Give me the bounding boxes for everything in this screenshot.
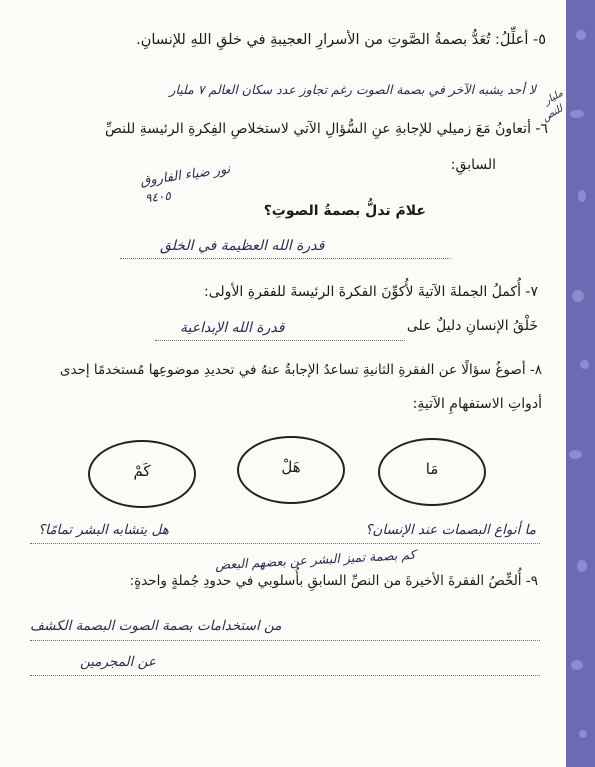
q6-answer-line [120, 258, 450, 259]
option-ma [378, 438, 486, 506]
student-id: ٩٤٠٥ [144, 188, 172, 206]
q8-answer-line2: كم بصمة تميز البشر عن بعضهم البعض [214, 546, 416, 573]
q5-answer: لا أحد يشبه الآخر في بصمة الصوت رغم تجاوز عدد سكان العالم ٧ مليار [169, 82, 536, 97]
q6-label-line1: ٦- أتعاونُ مَعَ زميلي للإجابةِ عنِ السُّؤالِ الآتي لاستخلاصِ الفِكرةِ الرئيسةِ للنصِّ [104, 121, 548, 137]
q5-answer-margin: مليار [542, 87, 566, 108]
q8-label-line1: ٨- أصوغُ سؤالًا عن الفقرةِ الثانيةِ تساعدُ الإجابةُ عنهُ في تحديدِ موضوعِها مُستخدمًا إحدى [59, 362, 542, 378]
q8-label-line2: أدواتِ الاستفهامِ الآتيةِ: [412, 396, 542, 412]
option-hal [237, 436, 345, 504]
student-name: نور ضياء الفاروق [139, 161, 232, 190]
option-ma-label: مَا [425, 460, 439, 478]
q6-answer: قدرة الله العظيمة في الخلق [160, 238, 325, 254]
q6-margin-note: للنص [541, 103, 566, 124]
option-kam-label: كَمْ [133, 462, 151, 480]
binder-edge [566, 0, 595, 767]
q6-question: علامَ تدلُّ بصمةُ الصوتِ؟ [263, 203, 426, 219]
q9-answer-line1-rule [30, 640, 540, 641]
q8-answer-line1: ما أنواع البصمات عند الإنسان؟ [365, 522, 536, 538]
option-kam [88, 440, 196, 508]
q9-answer-line2: عن المجرمين [79, 654, 156, 670]
q8-answer-line1-alt: هل يتشابه البشر تمامًا؟ [38, 522, 169, 538]
q7-label: ٧- أُكملُ الجملةَ الآتيةَ لأُكوِّنَ الفكرةَ الرئيسةَ للفقرةِ الأولى: [204, 284, 538, 300]
q7-answer: قدرة الله الإبداعية [180, 320, 285, 336]
option-hal-label: هَلْ [281, 458, 301, 476]
q9-label: ٩- أُلخِّصُ الفقرةَ الأخيرةَ من النصِّ السابقِ بأُسلوبي في حدودِ جُملةٍ واحدةٍ: [129, 573, 538, 589]
q7-sentence-start: خَلْقُ الإنسانِ دليلٌ على [406, 318, 538, 334]
q7-answer-line [155, 340, 405, 341]
q9-answer-line1: من استخدامات بصمة الصوت البصمة الكشف [30, 618, 282, 634]
q9-answer-line2-rule [30, 675, 540, 676]
q6-label-line2: السابقِ: [450, 157, 496, 173]
q8-answer-line [30, 543, 540, 544]
q5-label: ٥- أعلِّلُ: تُعَدُّ بصمةُ الصَّوتِ من الأسرارِ العجيبةِ في خلقِ اللهِ للإنسانِ. [136, 32, 546, 48]
